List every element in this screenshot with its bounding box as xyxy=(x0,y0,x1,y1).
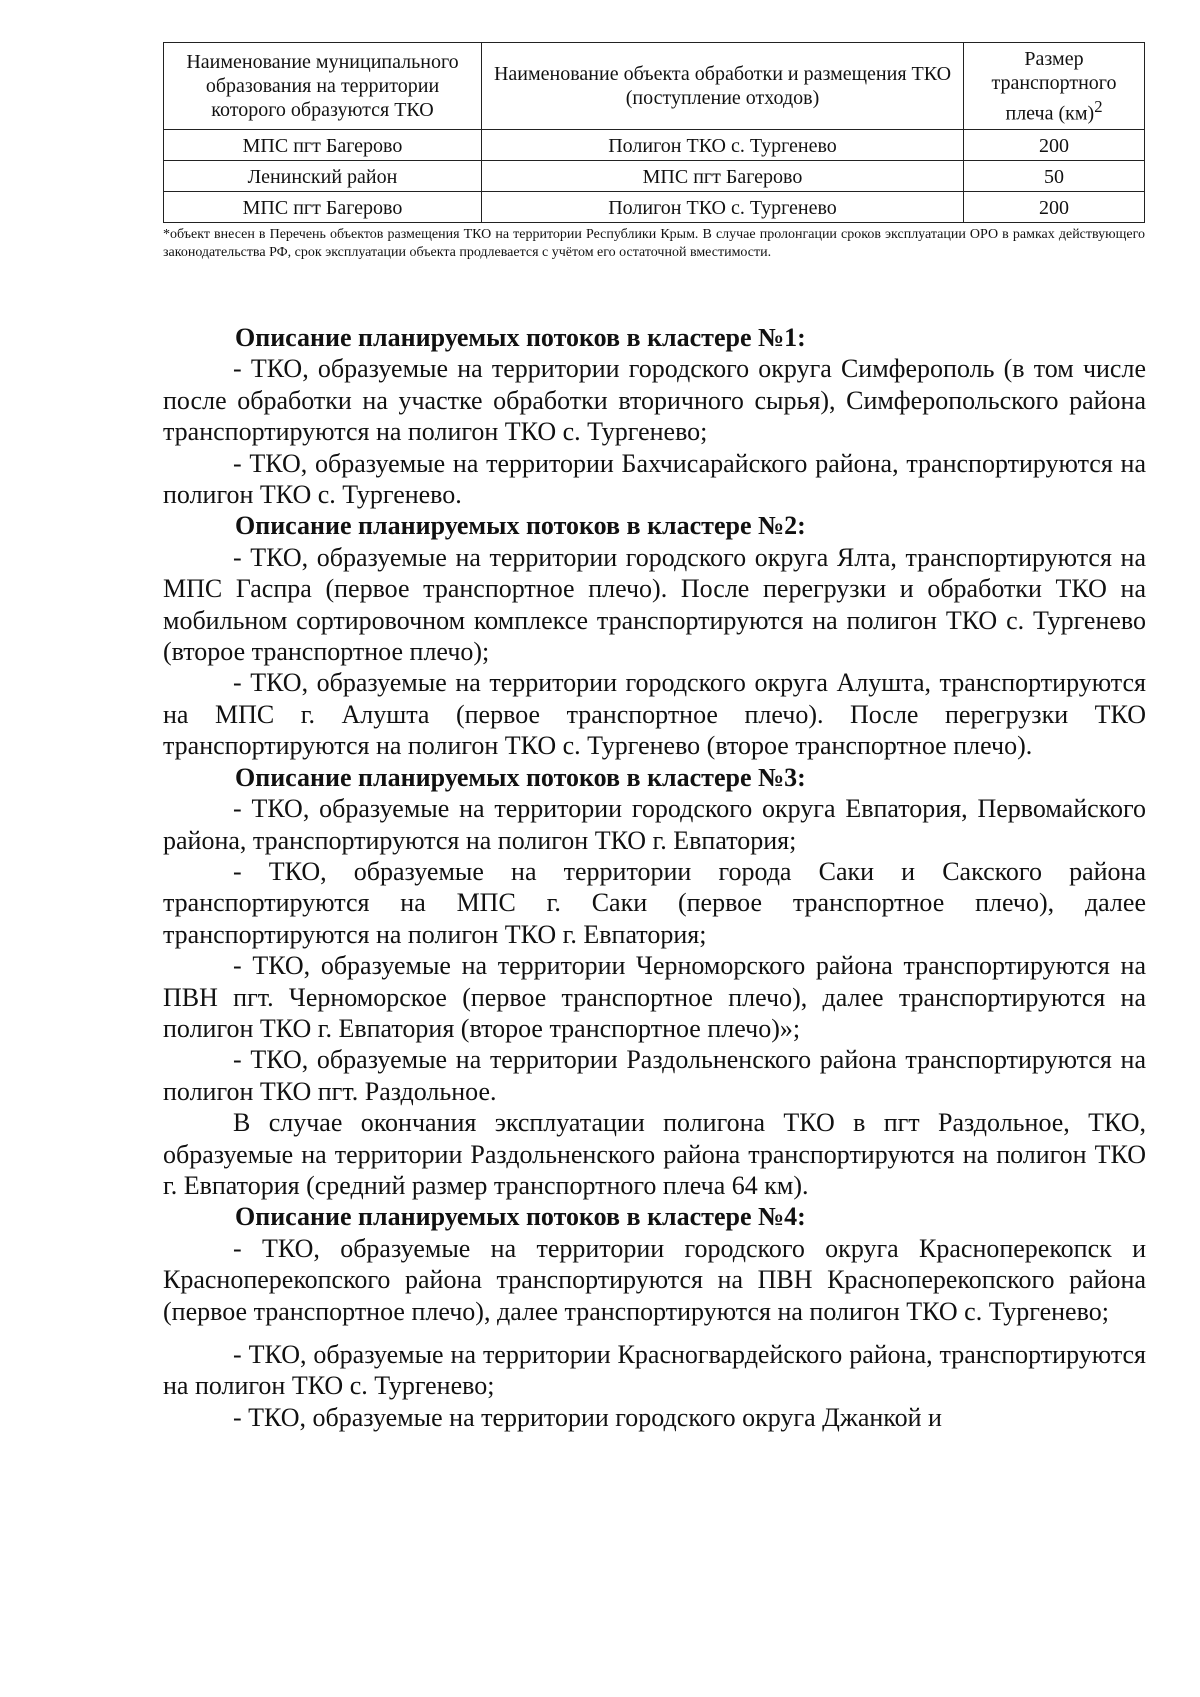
cluster-1-heading: Описание планируемых потоков в кластере №1: xyxy=(235,323,806,352)
cluster-3-paragraph: - ТКО, образуемые на территории Черноморского района транспортируются на ПВН пгт. Черноморское (первое транспортное плечо), далее транспортируются на полигон ТКО г. Евпатория (второе транспортное плечо)»; xyxy=(163,951,1146,1043)
cluster-1-paragraph: - ТКО, образуемые на территории Бахчисарайского района, транспортируются на полигон ТКО с. Тургенево. xyxy=(163,448,1146,510)
cluster-4-paragraph: - ТКО, образуемые на территории Красногвардейского района, транспортируются на полигон ТКО с. Тургенево; xyxy=(163,1340,1146,1401)
cell-facility: МПС пгт Багерово xyxy=(482,161,964,192)
cluster-3-paragraph: - ТКО, образуемые на территории города Саки и Сакского района транспортируются на МПС г. Саки (первое транспортное плечо), далее транспортируются на полигон ТКО г. Евпатория; xyxy=(163,856,1146,949)
cell-distance: 200 xyxy=(964,192,1145,223)
cluster-3-paragraph: - ТКО, образуемые на территории Раздольненского района транспортируются на полигон ТКО пгт. Раздольное. xyxy=(163,1045,1146,1106)
header-municipality: Наименование муниципального образования на территории которого образуются ТКО xyxy=(164,43,482,130)
cluster-4-paragraph: - ТКО, образуемые на территории городского округа Красноперекопск и Красноперекопского района транспортируются на ПВН Красноперекопского района (первое транспортное плечо), далее транспортируются на полигон ТКО с. Тургенево; xyxy=(163,1233,1146,1326)
table-row xyxy=(164,161,1145,192)
cell-facility: Полигон ТКО с. Тургенево xyxy=(482,130,964,161)
cluster-3-heading: Описание планируемых потоков в кластере №3: xyxy=(235,762,806,792)
header-distance-label: Размер транспортного плеча (км) xyxy=(991,47,1117,125)
header-distance-sup: 2 xyxy=(1094,96,1103,116)
cell-municipality: Ленинский район xyxy=(164,161,482,192)
cluster-1-paragraph: - ТКО, образуемые на территории городского округа Симферополь (в том числе после обработки на участке обработки вторичного сырья), Симферопольского района транспортируются на полигон ТКО с. Тургенево; xyxy=(163,354,1146,447)
cluster-4-paragraph: - ТКО, образуемые на территории городского округа Джанкой и xyxy=(233,1402,942,1432)
cell-municipality: МПС пгт Багерово xyxy=(164,130,482,161)
cluster-3-paragraph: В случае окончания эксплуатации полигона ТКО в пгт Раздольное, ТКО, образуемые на территории Раздольненского района транспортируются на полигон ТКО г. Евпатория (средний размер транспортного плеча 64 км). xyxy=(163,1108,1146,1200)
cell-distance: 50 xyxy=(964,161,1145,192)
cell-distance: 200 xyxy=(964,130,1145,161)
cell-facility: Полигон ТКО с. Тургенево xyxy=(482,192,964,223)
document-body xyxy=(163,322,1146,1433)
table-header-row xyxy=(164,43,1145,130)
waste-flow-table xyxy=(163,42,1145,223)
cluster-4-heading: Описание планируемых потоков в кластере №4: xyxy=(235,1202,806,1232)
cluster-2-paragraph: - ТКО, образуемые на территории городского округа Ялта, транспортируются на МПС Гаспра (первое транспортное плечо). После перегрузки и обработки ТКО на мобильном сортировочном комплексе транспортируются на полигон ТКО с. Тургенево (второе транспортное плечо); xyxy=(163,542,1146,667)
cluster-3-paragraph: - ТКО, образуемые на территории городского округа Евпатория, Первомайского района, транспортируются на полигон ТКО г. Евпатория; xyxy=(163,794,1146,855)
cluster-2-heading: Описание планируемых потоков в кластере №2: xyxy=(235,511,806,541)
table-row xyxy=(164,130,1145,161)
cluster-2-paragraph: - ТКО, образуемые на территории городского округа Алушта, транспортируются на МПС г. Алушта (первое транспортное плечо). После перегрузки ТКО транспортируются на полигон ТКО с. Тургенево (второе транспортное плечо). xyxy=(163,668,1146,761)
table-footnote: *объект внесен в Перечень объектов размещения ТКО на территории Республики Крым. В случае пролонгации сроков эксплуатации ОРО в рамках действующего законодательства РФ, срок эксплуатации объекта продлевается с учётом его остаточной вместимости. xyxy=(163,227,1145,260)
cell-municipality: МПС пгт Багерово xyxy=(164,192,482,223)
header-facility: Наименование объекта обработки и размещения ТКО (поступление отходов) xyxy=(482,43,964,130)
table-row xyxy=(164,192,1145,223)
header-distance xyxy=(964,43,1145,130)
